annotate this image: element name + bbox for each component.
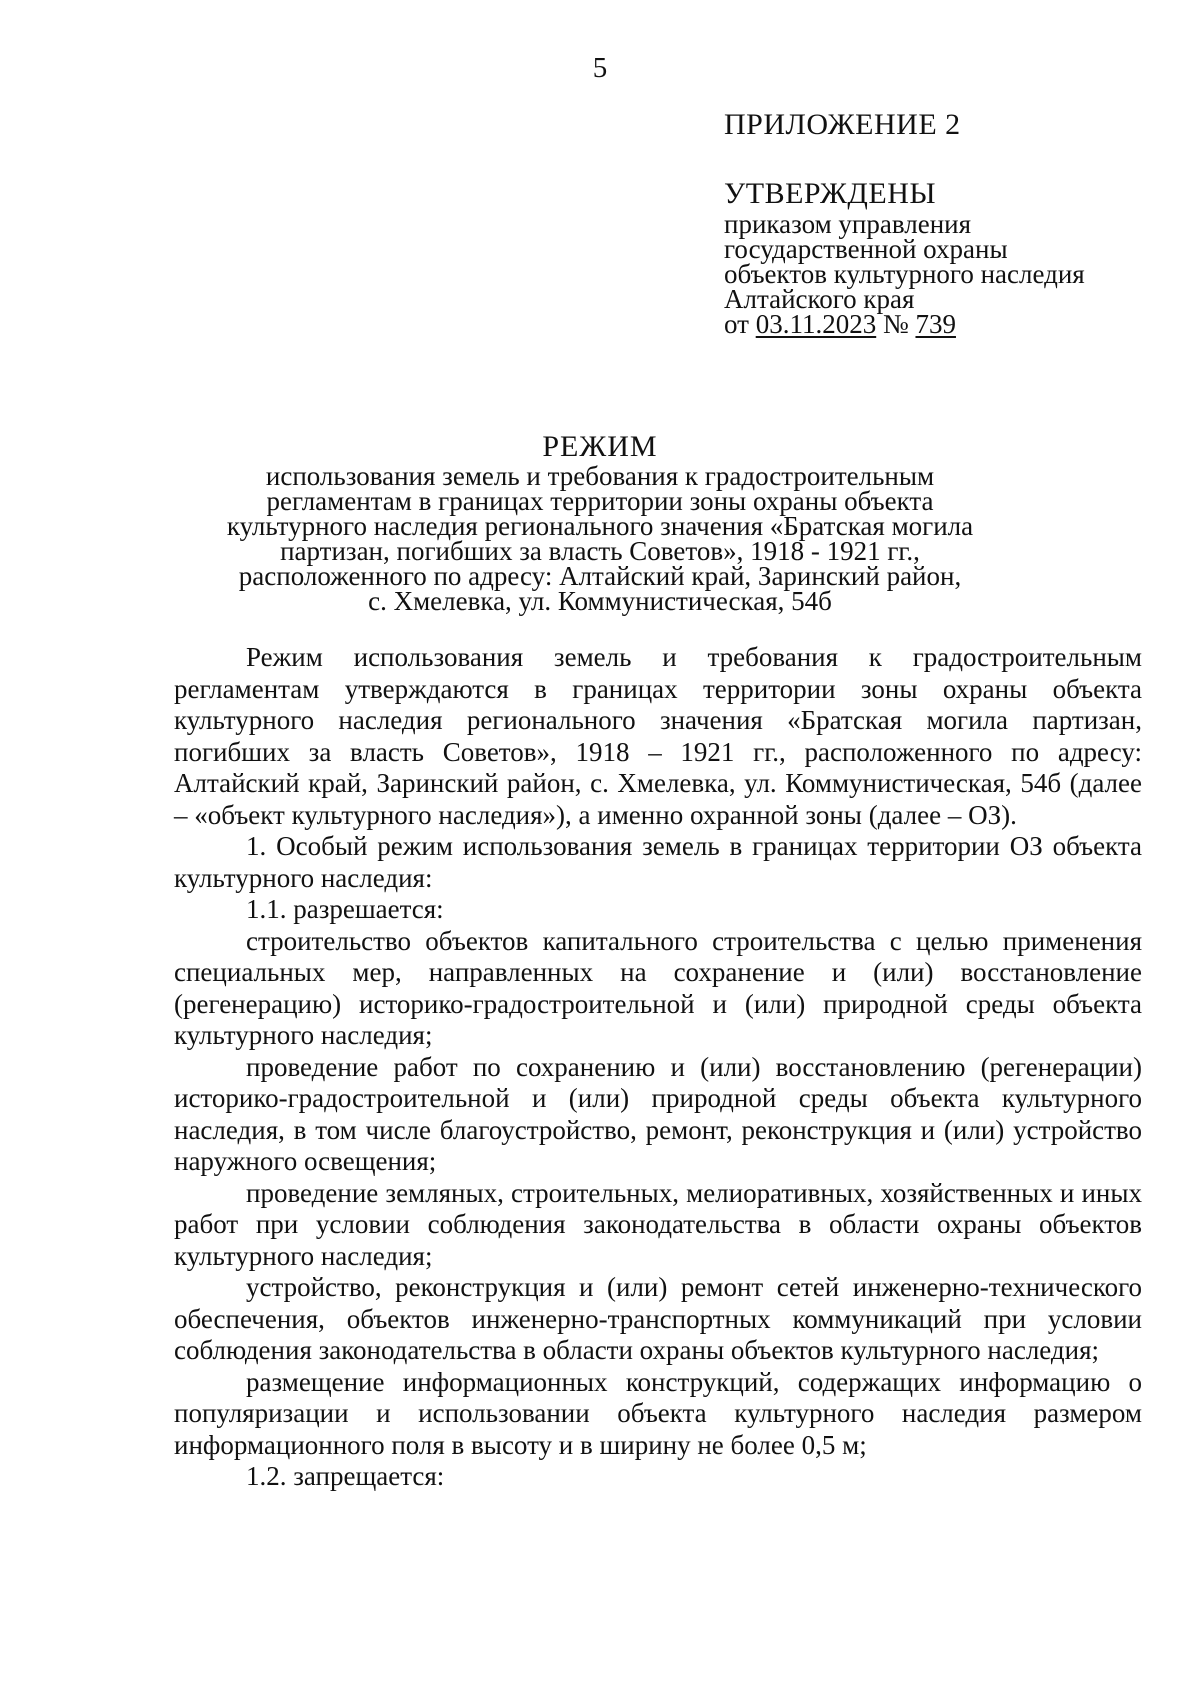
document-subtitle-line: культурного наследия регионального значения «Братская могила (226, 511, 974, 541)
order-number: 739 (915, 309, 956, 339)
page-number: 5 (592, 52, 608, 84)
approval-line: приказом управления (724, 209, 972, 239)
number-sign: № (882, 309, 909, 339)
appendix-label: ПРИЛОЖЕНИЕ 2 (724, 108, 961, 141)
approval-line: государственной охраны (724, 234, 1008, 264)
document-subtitle-line: использования земель и требования к градостроительным (265, 461, 935, 491)
body-paragraph: 1.1. разрешается: (246, 894, 444, 924)
approval-line: Алтайского края (724, 284, 915, 314)
body-paragraph: Режим использования земель и требования к градостроительным регламентам утверждаются в границах территории зоны охраны объекта культурного наследия регионального значения «Братская могила партизан, погибших за власть Советов», 1918 – 1921 гг., расположенного по адресу: Алтайский край, Заринский район, с. Хмелевка, ул. Коммунистическая, 54б (далее – «объект культурного наследия»), а именно охранной зоны (далее – ОЗ). (174, 642, 1142, 830)
document-subtitle-line: регламентам в границах территории зоны охраны объекта (266, 486, 934, 516)
approved-label: УТВЕРЖДЕНЫ (724, 177, 937, 210)
document-title: РЕЖИМ (542, 430, 658, 463)
body-paragraph: 1.2. запрещается: (246, 1461, 445, 1491)
document-title-block (0, 430, 1200, 614)
body-paragraph: размещение информационных конструкций, содержащих информацию о популяризации и использовании объекта культурного наследия размером информационного поля в высоту и в ширину не более 0,5 м; (174, 1366, 1142, 1460)
document-subtitle-line: с. Хмелевка, ул. Коммунистическая, 54б (368, 586, 832, 616)
approval-date-line (724, 309, 1085, 339)
body-paragraph: проведение работ по сохранению и (или) восстановлению (регенерации) историко-градостроительной и (или) природной среды объекта культурного наследия, в том числе благоустройство, ремонт, реконструкция и (или) устройство наружного освещения; (174, 1051, 1142, 1176)
date-prefix: от (724, 309, 749, 339)
order-date: 03.11.2023 (755, 309, 877, 339)
approval-block (724, 108, 1085, 337)
body-paragraph: устройство, реконструкция и (или) ремонт сетей инженерно-технического обеспечения, объектов инженерно-транспортных коммуникаций при условии соблюдения законодательства в области охраны объектов культурного наследия; (174, 1272, 1142, 1365)
body-paragraph: строительство объектов капитального строительства с целью применения специальных мер, направленных на сохранение и (или) восстановление (регенерацию) историко-градостроительной и (или) природной среды объекта культурного наследия; (174, 925, 1142, 1050)
document-subtitle-line: расположенного по адресу: Алтайский край, Заринский район, (238, 561, 962, 591)
body-paragraph: проведение земляных, строительных, мелиоративных, хозяйственных и иных работ при условии соблюдения законодательства в области охраны объектов культурного наследия; (174, 1177, 1142, 1271)
body-paragraph: 1. Особый режим использования земель в границах территории ОЗ объекта культурного наследия: (174, 831, 1142, 893)
approval-line: объектов культурного наследия (724, 259, 1085, 289)
document-body (174, 642, 1142, 1493)
document-subtitle-line: партизан, погибших за власть Советов», 1918 - 1921 гг., (280, 536, 920, 566)
